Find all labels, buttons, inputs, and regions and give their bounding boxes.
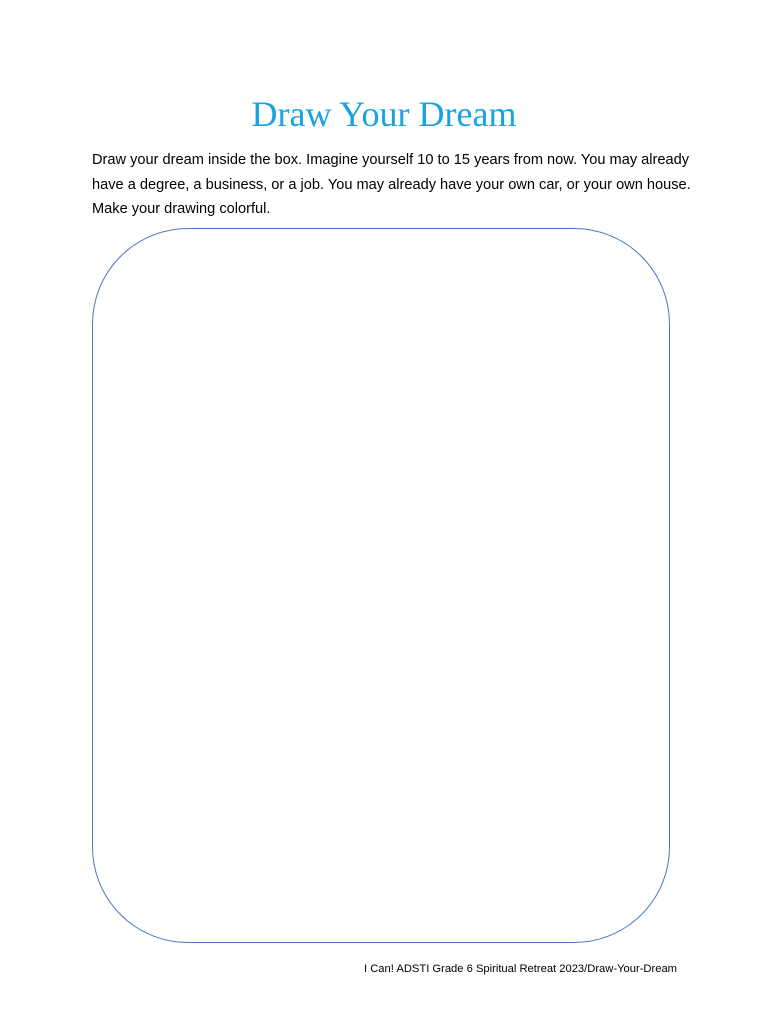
page-title: Draw Your Dream <box>251 94 517 134</box>
instructions-text: Draw your dream inside the box. Imagine yourself 10 to 15 years from now. You may already have a degree, a business, or a job. You may already have your own car, or your own house. Make your drawing colorful. <box>92 152 691 217</box>
footer-text: I Can! ADSTI Grade 6 Spiritual Retreat 2023/Draw-Your-Dream <box>364 963 677 975</box>
drawing-box <box>92 228 670 943</box>
